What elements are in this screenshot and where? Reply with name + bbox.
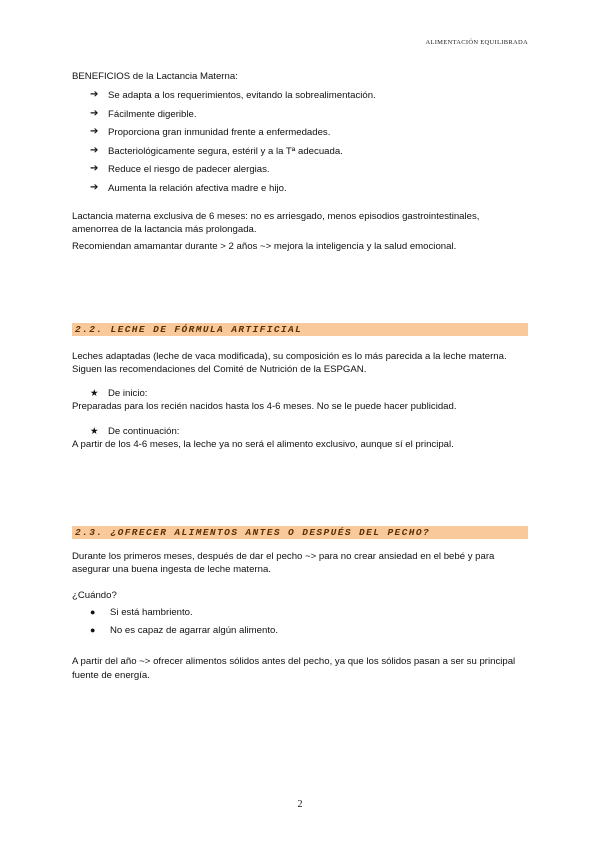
arrow-icon: ➔ <box>90 126 99 138</box>
section-heading-2-2: 2.2. LECHE DE FÓRMULA ARTIFICIAL <box>72 323 528 336</box>
list-item <box>90 108 528 121</box>
benefits-title: BENEFICIOS de la Lactancia Materna: <box>72 71 238 82</box>
arrow-icon: ➔ <box>90 107 99 119</box>
list-item-text: Proporciona gran inmunidad frente a enfermedades. <box>108 127 331 139</box>
section-2-3-body <box>72 550 528 682</box>
exclusive-paragraph: Lactancia materna exclusiva de 6 meses: no es arriesgado, menos episodios gastrointestinales, amenorrea de la lactancia más prolongada. <box>72 211 480 236</box>
list-item-text: No es capaz de agarrar algún alimento. <box>110 624 278 636</box>
continuacion-label: De continuación: <box>108 425 180 437</box>
page-number: 2 <box>297 799 303 810</box>
list-item <box>90 145 528 158</box>
continuacion-item <box>90 425 528 438</box>
cuando-label: ¿Cuándo? <box>72 589 117 601</box>
arrow-icon: ➔ <box>90 144 99 156</box>
closing-paragraph: A partir del año ~> ofrecer alimentos sólidos antes del pecho, ya que los sólidos pasan a ser su principal fuente de energía. <box>72 656 516 681</box>
inicio-text: Preparadas para los recién nacidos hasta los 4-6 meses. No se le puede hacer publicidad. <box>72 401 457 413</box>
exclusive-block <box>72 210 528 253</box>
list-item-text: Aumenta la relación afectiva madre e hijo. <box>108 182 287 194</box>
arrow-icon: ➔ <box>90 181 99 193</box>
bullet-icon: ● <box>90 607 96 618</box>
arrow-icon: ➔ <box>90 163 99 175</box>
benefits-block <box>72 70 528 200</box>
cuando-list <box>72 606 528 637</box>
recommend-paragraph: Recomiendan amamantar durante > 2 años ~> mejora la inteligencia y la salud emocional. <box>72 240 457 252</box>
list-item-text: Si está hambriento. <box>110 607 193 619</box>
section-heading-2-3: 2.3. ¿OFRECER ALIMENTOS ANTES O DESPUÉS DEL PECHO? <box>72 526 528 539</box>
arrow-icon: ➔ <box>90 89 99 101</box>
timing-intro: Durante los primeros meses, después de dar el pecho ~> para no crear ansiedad en el bebé y para asegurar una buena ingesta de leche materna. <box>72 551 495 576</box>
benefits-list <box>72 89 528 195</box>
list-item-text: Reduce el riesgo de padecer alergias. <box>108 164 270 176</box>
list-item <box>90 89 528 102</box>
list-item <box>90 126 528 139</box>
star-icon: ★ <box>90 387 99 399</box>
list-item-text: Se adapta a los requerimientos, evitando la sobrealimentación. <box>108 90 376 102</box>
section-2-2-body <box>72 350 528 452</box>
formula-intro: Leches adaptadas (leche de vaca modificada), su composición es lo más parecida a la leche materna. <box>72 351 507 362</box>
list-item <box>90 163 528 176</box>
bullet-icon: ● <box>90 624 96 635</box>
inicio-label: De inicio: <box>108 387 148 399</box>
inicio-item <box>90 387 528 400</box>
list-item-text: Fácilmente digerible. <box>108 108 197 120</box>
continuacion-text: A partir de los 4-6 meses, la leche ya no será el alimento exclusivo, aunque sí el principal. <box>72 439 454 451</box>
list-item-text: Bacteriológicamente segura, estéril y a la Tª adecuada. <box>108 145 343 157</box>
formula-espgan: Siguen las recomendaciones del Comité de Nutrición de la ESPGAN. <box>72 364 367 376</box>
list-item <box>90 624 528 637</box>
list-item <box>90 182 528 195</box>
list-item <box>90 606 528 619</box>
star-icon: ★ <box>90 425 99 437</box>
running-header: ALIMENTACIÓN EQUILIBRADA <box>425 39 528 46</box>
